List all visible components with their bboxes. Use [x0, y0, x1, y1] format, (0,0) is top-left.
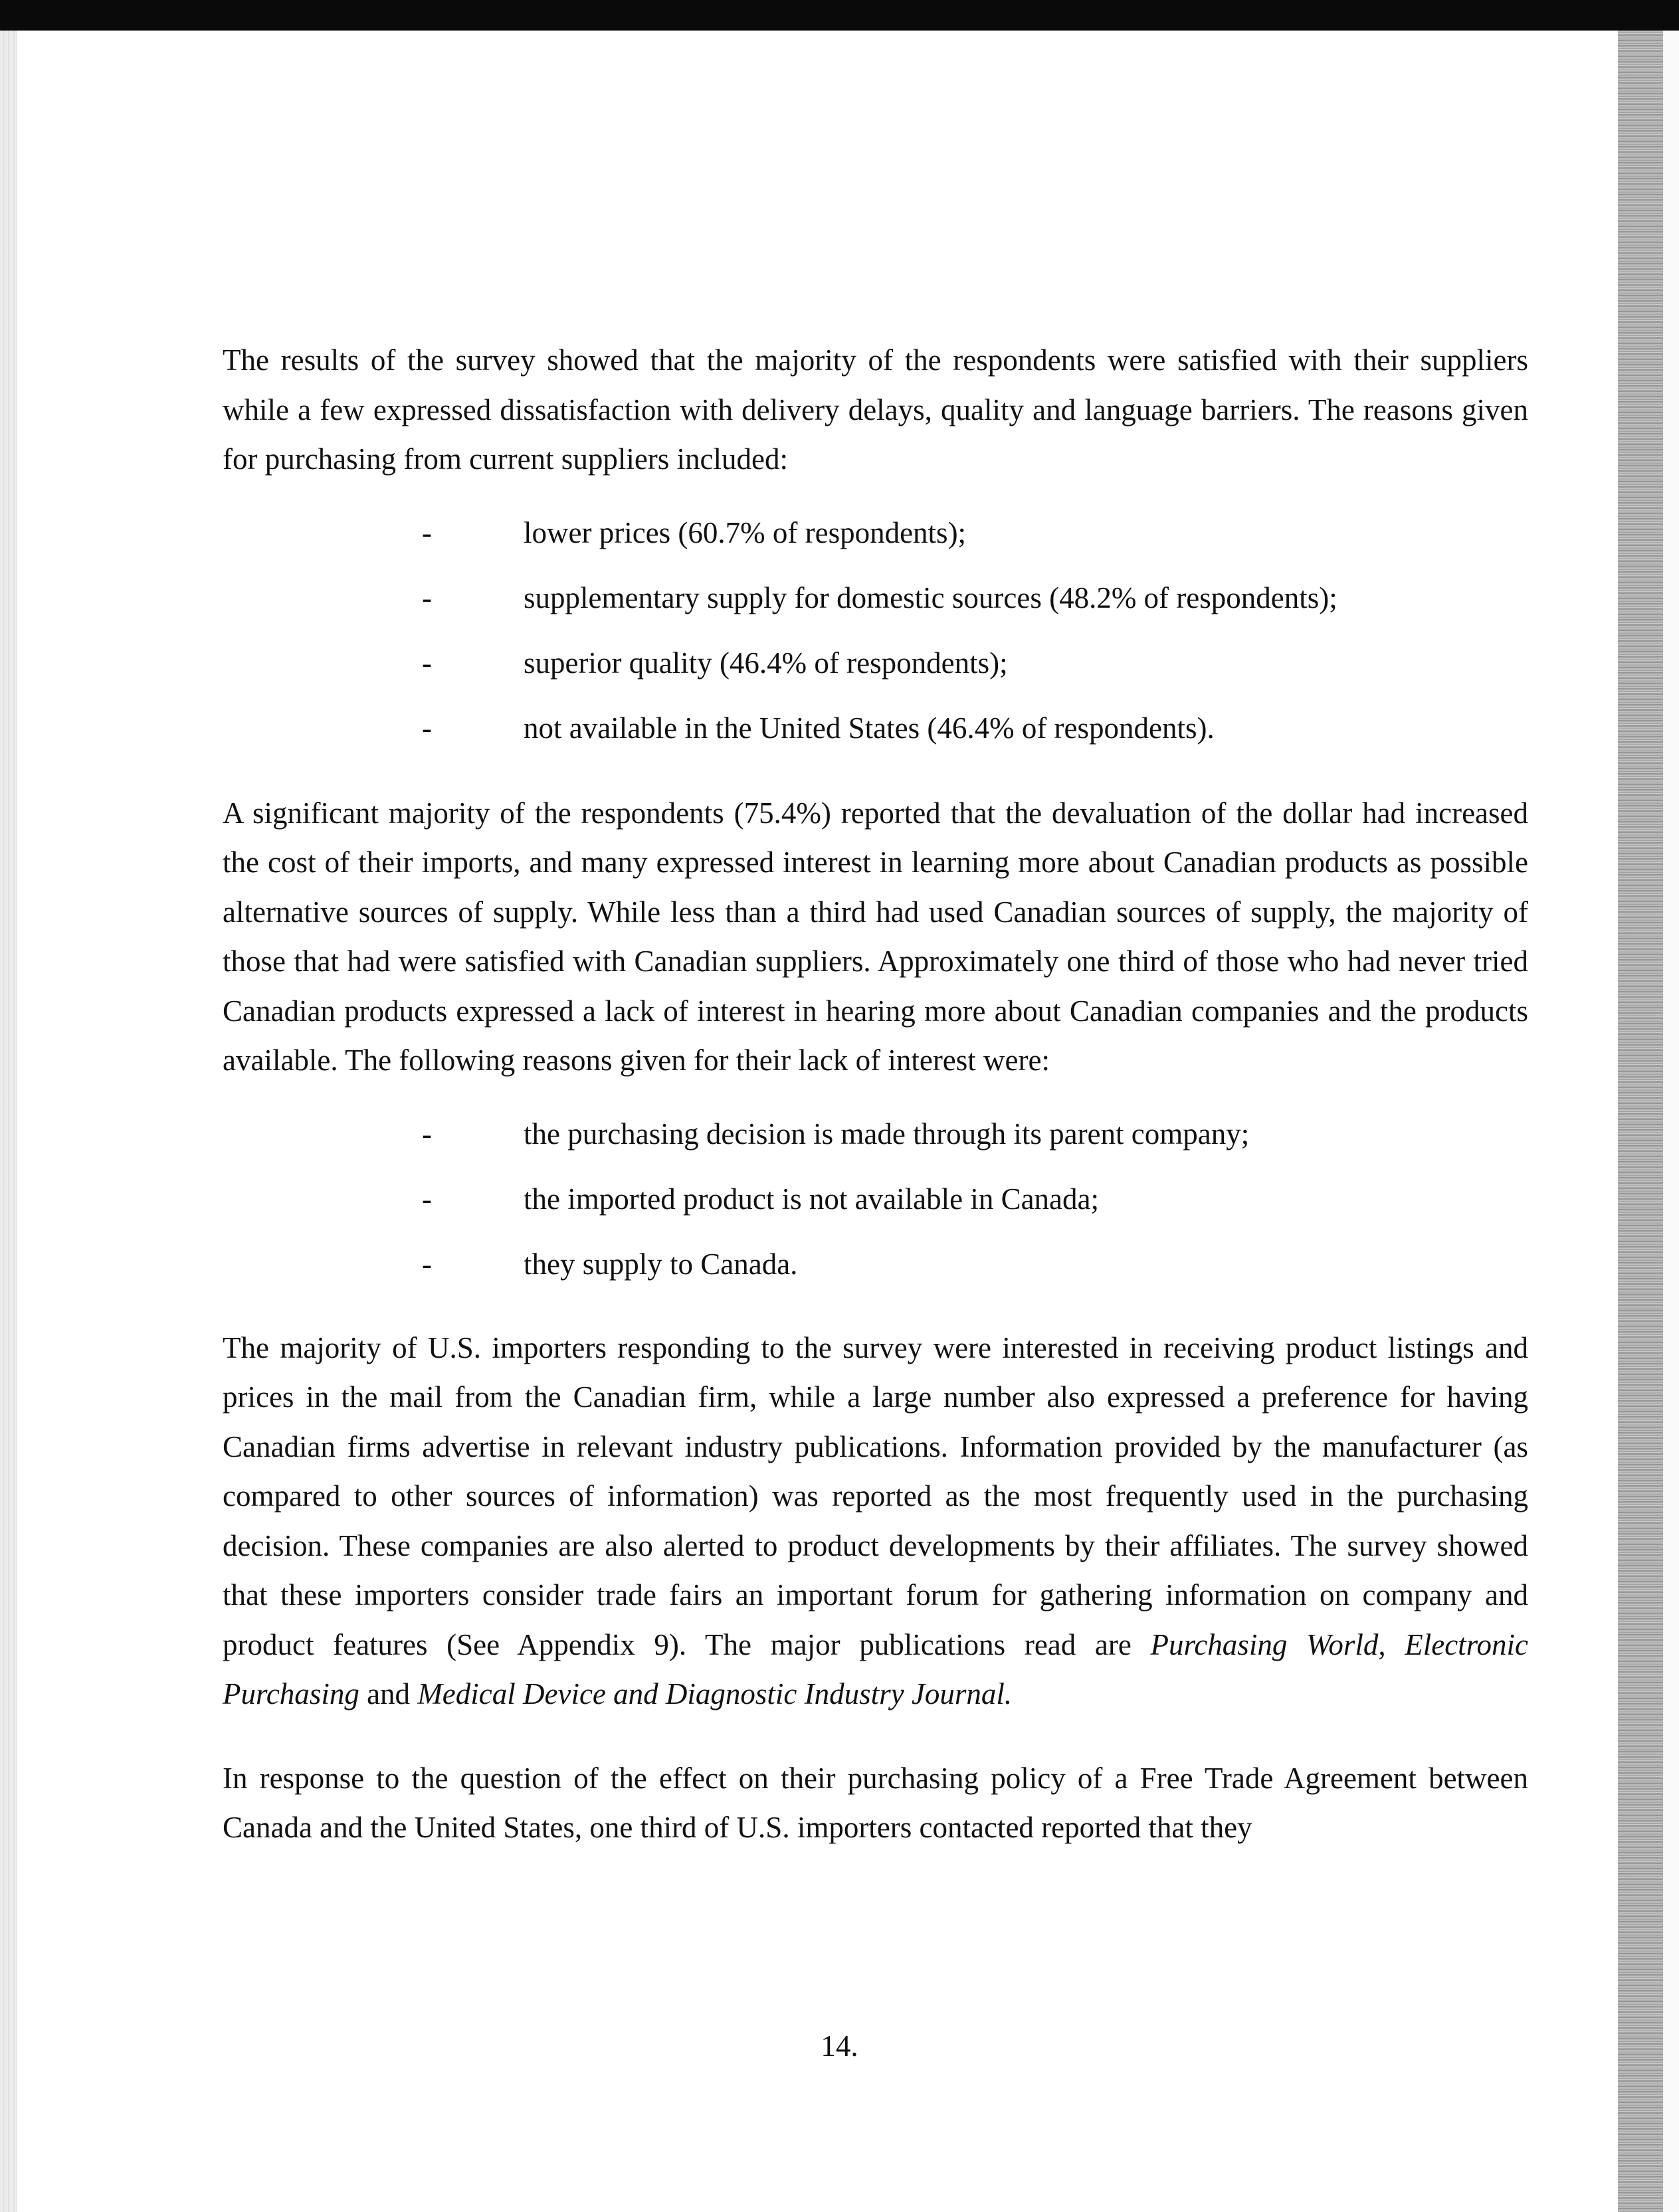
- paragraph-survey-results: The results of the survey showed that the majority of the respondents were satisfied with their suppliers while a few expressed dissatisfaction with delivery delays, quality and language barriers. The reasons given for purchasing from current suppliers included:: [223, 343, 1528, 476]
- bullet-dash: -: [422, 581, 432, 614]
- bullet-dash: -: [422, 1182, 432, 1216]
- bullet-dash: -: [422, 1117, 432, 1151]
- scan-top-border: [0, 0, 1679, 31]
- document-body: [223, 335, 1528, 1853]
- paragraph-importer-preferences: The majority of U.S. importers responding to the survey were interested in receiving product listings and prices in the mail from the Canadian firm, while a large number also expressed a preference for having Canadian firms advertise in relevant industry publications. Information provided by the manufacturer (as compared to other sources of information) was reported as the most frequently used in the purchasing decision. These companies are also alerted to product developments by their affiliates. The survey showed that these importers consider trade fairs an important forum for gathering information on company and product features (See Appendix 9). The major publications read are Purchasing World, Electronic Purchasing and Medical Device and Diagnostic Industry Journal.: [223, 1331, 1528, 1710]
- purchasing-reasons-list: [223, 500, 1528, 761]
- list-item: - superior quality (46.4% of respondents);: [223, 630, 1528, 695]
- list-item: - not available in the United States (46.4% of respondents).: [223, 695, 1528, 761]
- list-item: - the purchasing decision is made through its parent company;: [223, 1101, 1528, 1166]
- list-item: - supplementary supply for domestic sources (48.2% of respondents);: [223, 565, 1528, 630]
- paragraph-devaluation: A significant majority of the respondents (75.4%) reported that the devaluation of the dollar had increased the cost of their imports, and many expressed interest in learning more about Canadian products as possible alternative sources of supply. While less than a third had used Canadian sources of supply, the majority of those that had were satisfied with Canadian suppliers. Approximately one third of those who had never tried Canadian products expressed a lack of interest in hearing more about Canadian companies and the products available. The following reasons given for their lack of interest were:: [223, 796, 1528, 1077]
- page-number: 14.: [821, 2029, 858, 2063]
- bullet-dash: -: [422, 711, 432, 745]
- scan-left-edge: [0, 31, 17, 2212]
- bullet-dash: -: [422, 515, 432, 549]
- list-item: - they supply to Canada.: [223, 1232, 1528, 1297]
- scan-binding-strip: [1618, 31, 1663, 2212]
- publication-title-medical: Medical Device and Diagnostic Industry Journal.: [417, 1677, 1013, 1710]
- lack-of-interest-reasons-list: [223, 1101, 1528, 1297]
- bullet-dash: -: [422, 1247, 432, 1281]
- list-item: - the imported product is not available in Canada;: [223, 1166, 1528, 1232]
- publication-titles: Purchasing World, Electronic Purchasing: [223, 1627, 1528, 1710]
- paragraph-free-trade: In response to the question of the effect on their purchasing policy of a Free Trade Agreement between Canada and the United States, one third of U.S. importers contacted reported that they: [223, 1761, 1528, 1844]
- scan-right-edge: [1663, 31, 1679, 2212]
- list-item: - lower prices (60.7% of respondents);: [223, 500, 1528, 565]
- bullet-dash: -: [422, 646, 432, 680]
